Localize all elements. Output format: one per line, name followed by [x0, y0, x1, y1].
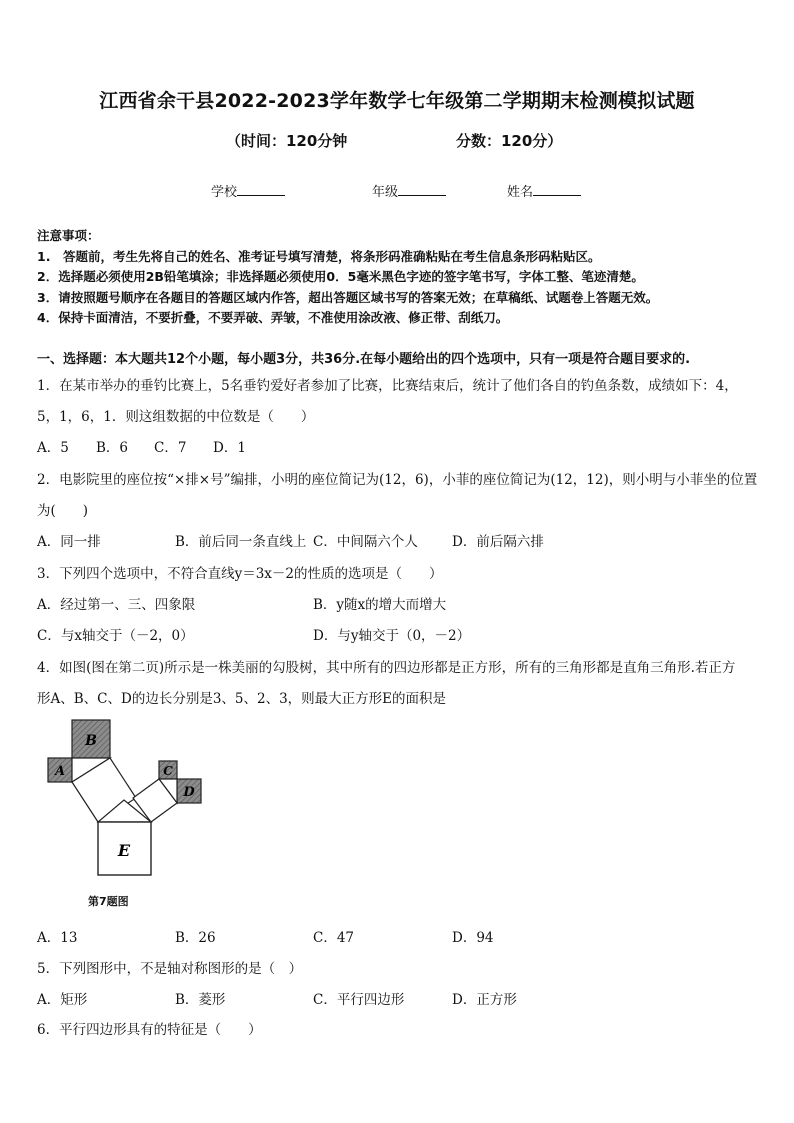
- label-a: A: [54, 764, 66, 779]
- exam-title: 江西省余干县2022-2023学年数学七年级第二学期期末检测模拟试题: [99, 90, 695, 112]
- q2-text: 2．电影院里的座位按“×排×号”编排，小明的座位简记为(12，6)，小菲的座位简记为(12，12)，则小明与小菲坐的位置: [37, 472, 758, 488]
- q5-text: 5．下列图形中，不是轴对称图形的是（ ）: [37, 961, 303, 977]
- q1-option-c[interactable]: C．7: [154, 440, 187, 456]
- q4-option-c[interactable]: C．47: [313, 930, 355, 946]
- q4-text: 4．如图(图在第二页)所示是一株美丽的勾股树，其中所有的四边形都是正方形，所有的三角形都是直角三角形.若正方: [37, 660, 736, 676]
- q3-option-c[interactable]: C．与x轴交于（－2，0）: [37, 628, 194, 644]
- school-blank[interactable]: [237, 183, 285, 196]
- school-field: [211, 181, 285, 200]
- notice-heading: 注意事项：: [37, 228, 100, 243]
- label-d: D: [183, 785, 195, 800]
- notice-item: 2．选择题必须使用2B铅笔填涂；非选择题必须使用0．5毫米黑色字迹的签字笔书写，字体工整、笔迹清楚。: [37, 269, 644, 284]
- grade-label: 年级: [372, 185, 399, 200]
- section-heading: 一、选择题：本大题共12个小题，每小题3分，共36分.在每小题给出的四个选项中，只有一项是符合题目要求的.: [37, 352, 691, 367]
- q3-option-a[interactable]: A．经过第一、三、四象限: [37, 597, 196, 613]
- q5-option-d[interactable]: D．正方形: [452, 992, 517, 1008]
- q1-text-cont: 5，1，6，1．则这组数据的中位数是（ ）: [37, 409, 315, 425]
- q2-text-cont: 为( ): [37, 503, 89, 519]
- q2-option-d[interactable]: D．前后隔六排: [452, 534, 544, 550]
- q5-option-b[interactable]: B．菱形: [175, 992, 226, 1008]
- q3-text: 3．下列四个选项中，不符合直线y＝3x－2的性质的选项是（ ）: [37, 566, 443, 582]
- q2-option-b[interactable]: B．前后同一条直线上: [175, 534, 307, 550]
- name-label: 姓名: [507, 185, 534, 200]
- figure-caption: 第7题图: [88, 895, 129, 908]
- q5-option-a[interactable]: A．矩形: [37, 992, 88, 1008]
- q1-text: 1．在某市举办的垂钓比赛上，5名垂钓爱好者参加了比赛，比赛结束后，统计了他们各自的钓鱼条数，成绩如下：4，: [37, 378, 738, 394]
- q2-option-c[interactable]: C．中间隔六个人: [313, 534, 418, 550]
- label-c: C: [163, 764, 173, 778]
- school-label: 学校: [211, 185, 238, 200]
- q4-option-b[interactable]: B．26: [175, 930, 216, 946]
- notice-item: 4．保持卡面清洁，不要折叠，不要弄破、弄皱，不准使用涂改液、修正带、刮纸刀。: [37, 310, 509, 325]
- q3-option-d[interactable]: D．与y轴交于（0，－2）: [313, 628, 471, 644]
- q4-option-a[interactable]: A．13: [37, 930, 78, 946]
- name-blank[interactable]: [533, 183, 581, 196]
- q1-option-a[interactable]: A．5: [37, 440, 69, 456]
- q5-option-c[interactable]: C．平行四边形: [313, 992, 405, 1008]
- q1-option-b[interactable]: B．6: [96, 440, 129, 456]
- q6-text: 6．平行四边形具有的特征是（ ）: [37, 1022, 262, 1038]
- time-label: （时间：120分钟: [226, 132, 348, 150]
- q3-option-b[interactable]: B．y随x的增大而增大: [313, 597, 447, 613]
- label-e: E: [117, 841, 131, 860]
- notice-block: [37, 226, 757, 329]
- label-b: B: [85, 733, 97, 749]
- score-label: 分数：120分）: [456, 132, 563, 150]
- grade-blank[interactable]: [398, 183, 446, 196]
- q4-option-d[interactable]: D．94: [452, 930, 494, 946]
- name-field: [507, 181, 581, 200]
- q1-option-d[interactable]: D．1: [213, 440, 246, 456]
- notice-item: 1. 答题前，考生先将自己的姓名、准考证号填写清楚，将条形码准确粘贴在考生信息条形码粘贴区。: [37, 248, 601, 264]
- q4-text-cont: 形A、B、C、D的边长分别是3、5、2、3，则最大正方形E的面积是: [37, 691, 447, 707]
- grade-field: [372, 181, 446, 200]
- q2-option-a[interactable]: A．同一排: [37, 534, 101, 550]
- pythagoras-tree-figure: [46, 716, 216, 886]
- notice-item: 3．请按照题号顺序在各题目的答题区域内作答，超出答题区域书写的答案无效；在草稿纸、试题卷上答题无效。: [37, 289, 659, 305]
